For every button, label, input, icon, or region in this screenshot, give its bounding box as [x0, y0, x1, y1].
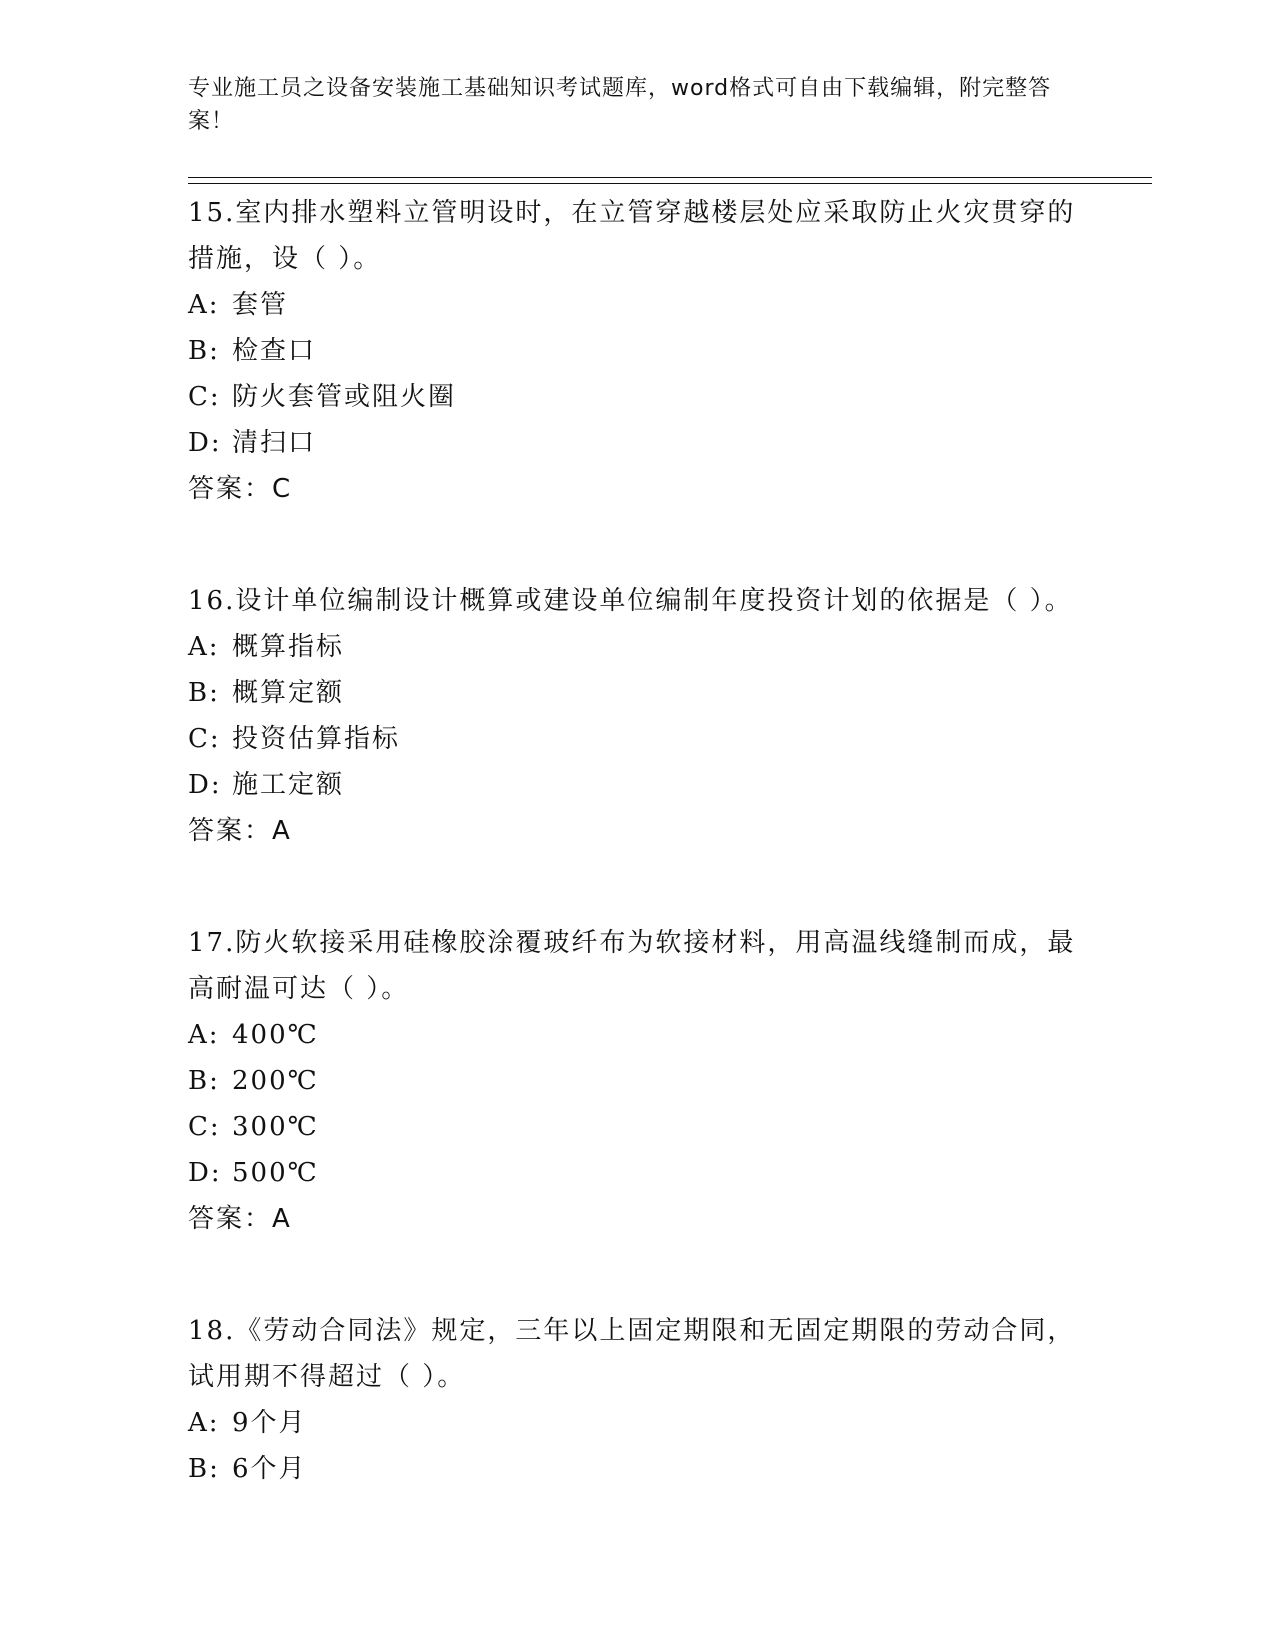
option-text: 500℃	[232, 1158, 319, 1188]
option-text: 400℃	[232, 1020, 319, 1050]
option-text: 检查口	[232, 336, 317, 366]
option-letter: D:	[188, 428, 222, 458]
option-letter: C:	[188, 724, 221, 754]
question-15	[188, 190, 1088, 512]
option-a	[188, 624, 1088, 670]
option-letter: D:	[188, 1158, 222, 1188]
answer-line: 答案：A	[188, 1204, 292, 1234]
option-b	[188, 1446, 1088, 1492]
answer-line: 答案：A	[188, 816, 292, 846]
option-text: 清扫口	[232, 428, 317, 458]
option-c	[188, 374, 1088, 420]
option-letter: A:	[188, 1020, 220, 1050]
header-divider-top	[188, 177, 1152, 178]
option-text: 6个月	[232, 1454, 307, 1484]
option-a	[188, 1400, 1088, 1446]
option-letter: C:	[188, 382, 221, 412]
option-letter: B:	[188, 336, 220, 366]
option-b	[188, 670, 1088, 716]
question-spacer	[188, 854, 1088, 920]
header-divider-bottom	[188, 183, 1152, 184]
option-b	[188, 328, 1088, 374]
question-17	[188, 920, 1088, 1242]
option-d	[188, 1150, 1088, 1196]
question-list	[188, 190, 1088, 1492]
document-header: 专业施工员之设备安装施工基础知识考试题库，word格式可自由下载编辑，附完整答案！	[188, 76, 1052, 134]
option-a	[188, 1012, 1088, 1058]
question-16	[188, 578, 1088, 854]
answer-line: 答案：C	[188, 474, 293, 504]
option-letter: B:	[188, 678, 220, 708]
question-text: 16.设计单位编制设计概算或建设单位编制年度投资计划的依据是（ ）。	[188, 586, 1073, 616]
option-d	[188, 420, 1088, 466]
option-letter: D:	[188, 770, 222, 800]
option-text: 套管	[232, 290, 289, 320]
option-text: 施工定额	[232, 770, 345, 800]
option-b	[188, 1058, 1088, 1104]
option-letter: A:	[188, 632, 220, 662]
question-spacer	[188, 1242, 1088, 1308]
question-text: 15.室内排水塑料立管明设时，在立管穿越楼层处应采取防止火灾贯穿的措施，设（ ）。	[188, 198, 1076, 274]
question-text: 17.防火软接采用硅橡胶涂覆玻纤布为软接材料，用高温线缝制而成，最高耐温可达（ ）。	[188, 928, 1076, 1004]
option-text: 9个月	[232, 1408, 307, 1438]
option-text: 防火套管或阻火圈	[232, 382, 457, 412]
option-d	[188, 762, 1088, 808]
option-text: 200℃	[232, 1066, 319, 1096]
question-spacer	[188, 512, 1088, 578]
option-letter: B:	[188, 1454, 220, 1484]
option-letter: C:	[188, 1112, 221, 1142]
option-c	[188, 1104, 1088, 1150]
option-c	[188, 716, 1088, 762]
option-text: 投资估算指标	[232, 724, 401, 754]
option-text: 概算指标	[232, 632, 345, 662]
question-18	[188, 1308, 1088, 1492]
option-letter: A:	[188, 1408, 220, 1438]
option-letter: A:	[188, 290, 220, 320]
question-text: 18.《劳动合同法》规定，三年以上固定期限和无固定期限的劳动合同，试用期不得超过（ ）。	[188, 1316, 1076, 1392]
option-text: 300℃	[232, 1112, 319, 1142]
option-a	[188, 282, 1088, 328]
option-text: 概算定额	[232, 678, 345, 708]
option-letter: B:	[188, 1066, 220, 1096]
